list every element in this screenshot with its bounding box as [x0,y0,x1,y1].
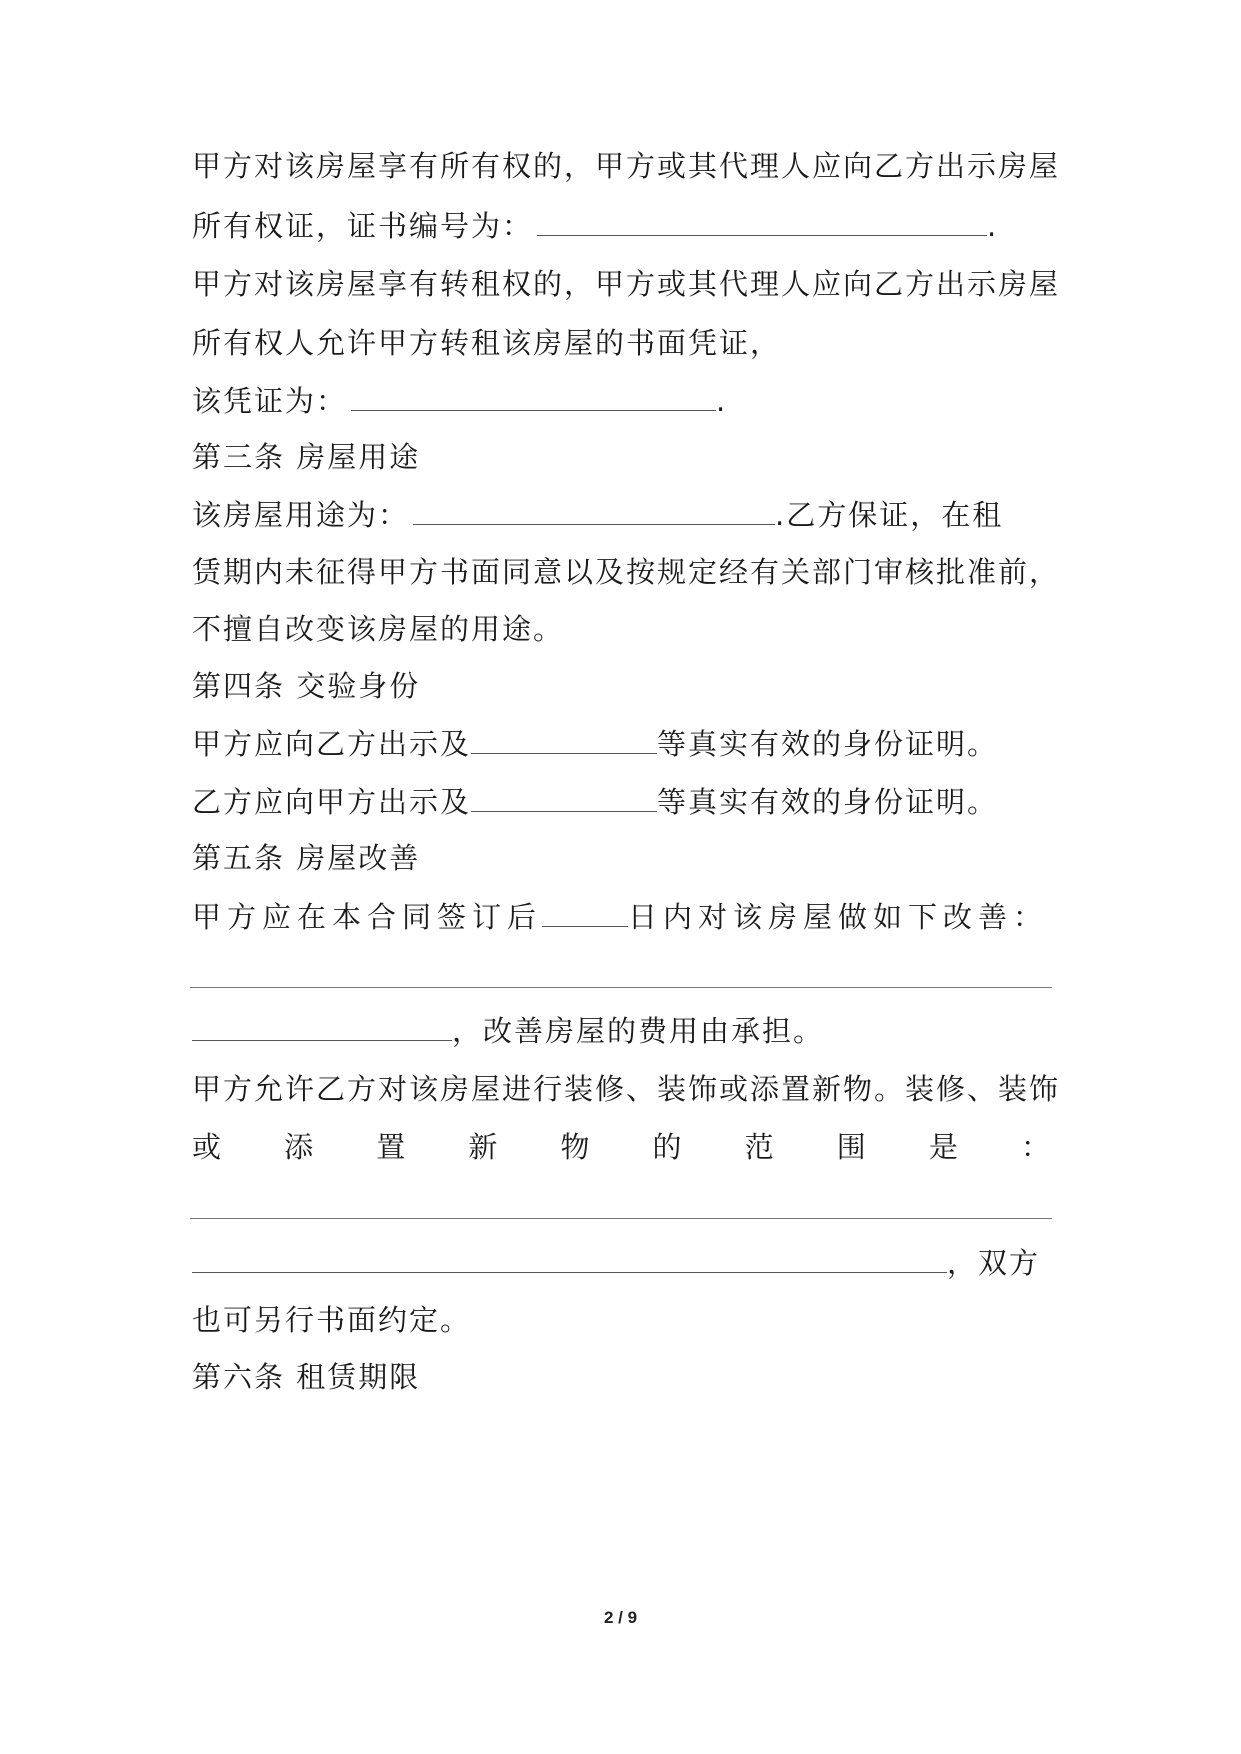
text: 第六条 租赁期限 [192,1360,421,1394]
text: 不擅自改变该房屋的用途。 [192,612,565,646]
paragraph-line [192,1300,471,1340]
text: 日内对该房屋做如下改善： [628,900,1049,934]
paragraph-line [192,323,781,363]
text: 第四条 交验身份 [192,669,421,703]
improvement-blank-line[interactable] [190,987,1052,988]
text: 所有权证，证书编号为： [192,209,534,243]
usage-blank[interactable] [413,494,775,525]
text: 甲方对该房屋享有转租权的，甲方或其代理人应向乙方出示房屋 [192,267,1061,301]
paragraph-line [192,723,998,764]
text: 等真实有效的身份证明。 [657,785,999,819]
paragraph-line [192,205,998,246]
text: 也可另行书面约定。 [192,1303,472,1337]
section-heading [192,437,420,477]
decoration-scope-blank-line[interactable] [190,1218,1052,1219]
text: . [987,209,999,243]
paragraph-line [192,896,1048,937]
text: 该房屋用途为： [192,498,410,532]
text: .乙方保证，在租 [775,498,1004,532]
improvement-blank-end[interactable] [192,1010,452,1041]
text: 赁期内未征得甲方书面同意以及按规定经有关部门审核批准前， [192,555,1061,589]
text: 甲方对该房屋享有所有权的，甲方或其代理人应向乙方出示房屋 [192,149,1061,183]
days-blank[interactable] [542,896,628,927]
decoration-scope-blank-end[interactable] [192,1242,947,1273]
justified-line [192,1127,1050,1167]
text: 该凭证为： [192,384,348,418]
section-heading [192,1357,420,1397]
text: ，改善房屋的费用由承担。 [452,1014,825,1048]
char: 范 [744,1130,774,1164]
section-heading [192,666,420,706]
char: 或 [192,1130,222,1164]
voucher-blank[interactable] [351,380,716,411]
paragraph-line [192,1069,1060,1109]
text: 第五条 房屋改善 [192,841,421,875]
char: 是 [928,1130,958,1164]
char: 物 [560,1130,590,1164]
char: 围 [836,1130,866,1164]
paragraph-line [192,494,1003,535]
paragraph-line [192,264,1060,304]
char: 添 [284,1130,314,1164]
paragraph-line [192,380,727,421]
text: ，双方 [947,1246,1041,1280]
text: 乙方应向甲方出示及 [192,785,472,819]
text: 甲方应在本合同签订后 [192,900,543,934]
text: 所有权人允许甲方转租该房屋的书面凭证， [192,326,782,360]
party-a-id-blank[interactable] [471,723,657,754]
char: ： [1020,1130,1050,1164]
paragraph-line [192,781,998,822]
text: 等真实有效的身份证明。 [657,727,999,761]
paragraph-line [192,609,564,649]
char: 新 [468,1130,498,1164]
certificate-number-blank[interactable] [537,205,987,236]
char: 的 [652,1130,682,1164]
paragraph-line [192,1242,1040,1283]
party-b-id-blank[interactable] [471,781,657,812]
paragraph-line [192,146,1060,186]
text: 甲方允许乙方对该房屋进行装修、装饰或添置新物。装修、装饰 [192,1072,1061,1106]
text: 第三条 房屋用途 [192,440,421,474]
text: 甲方应向乙方出示及 [192,727,472,761]
section-heading [192,838,420,878]
text: . [716,384,728,418]
page-number: 2 / 9 [603,1608,638,1627]
paragraph-line [192,1010,824,1051]
paragraph-line [192,552,1060,592]
char: 置 [376,1130,406,1164]
